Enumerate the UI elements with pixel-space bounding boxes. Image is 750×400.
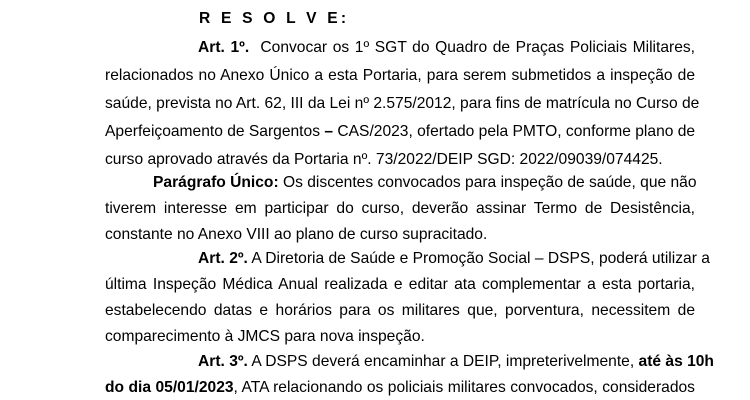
art3-deadline-time: até às 10h xyxy=(638,353,714,370)
art3-text-1: A DSPS deverá encaminhar a DEIP, impreterivelmente, xyxy=(251,353,635,370)
paragrafo-line-3: constante no Anexo VIII ao plano de curso supracitado. xyxy=(105,226,488,243)
art3-line-2 xyxy=(105,375,695,400)
art1-text-1: Convocar os 1º SGT do Quadro de Praças Policiais Militares, xyxy=(260,39,696,56)
art2-line-1 xyxy=(198,246,710,272)
art1-text-4a: Aperfeiçoamento de Sargentos xyxy=(105,123,320,140)
art2-line-3: estabelecendo datas e horários para os militares que, porventura, necessitem de xyxy=(105,302,695,319)
art3-deadline-date: do dia 05/01/2023 xyxy=(105,379,234,396)
art1-line-5: curso aprovado através da Portaria nº. 73/2022/DEIP SGD: 2022/09039/074425. xyxy=(105,151,663,168)
art3-text-2: , ATA relacionando os policiais militares convocados, considerados xyxy=(233,379,695,396)
art2-label: Art. 2º. xyxy=(198,250,248,267)
paragrafo-line-2: tiverem interesse em participar do curso, deverão assinar Termo de Desistência, xyxy=(105,200,695,217)
paragrafo-line-1 xyxy=(153,170,695,196)
art2-line-4: comparecimento à JMCS para nova inspeção. xyxy=(105,328,425,345)
art1-line-1 xyxy=(198,35,695,61)
art3-label: Art. 3º. xyxy=(198,353,248,370)
art3-line-1 xyxy=(198,349,714,375)
art1-line-4 xyxy=(105,119,695,145)
art1-text-4b: CAS/2023, ofertado pela PMTO, conforme plano de xyxy=(337,123,696,140)
art1-label: Art. 1º. xyxy=(198,39,250,56)
art1-line-2: relacionados no Anexo Único a esta Portaria, para serem submetidos a inspeção de xyxy=(105,67,695,84)
art1-line-3: saúde, prevista no Art. 62, III da Lei nº 2.575/2012, para fins de matrícula no Curso de xyxy=(105,95,700,112)
paragrafo-label: Parágrafo Único: xyxy=(153,174,279,191)
art1-dash: – xyxy=(324,123,334,140)
art2-text-1: A Diretoria de Saúde e Promoção Social – DSPS, poderá utilizar a xyxy=(251,250,710,267)
paragrafo-text-1: Os discentes convocados para inspeção de saúde, que não xyxy=(283,174,697,191)
art2-line-2: última Inspeção Médica Anual realizada e editar ata complementar a esta portaria, xyxy=(105,276,695,293)
resolve-heading: R E S O L V E: xyxy=(199,10,350,27)
